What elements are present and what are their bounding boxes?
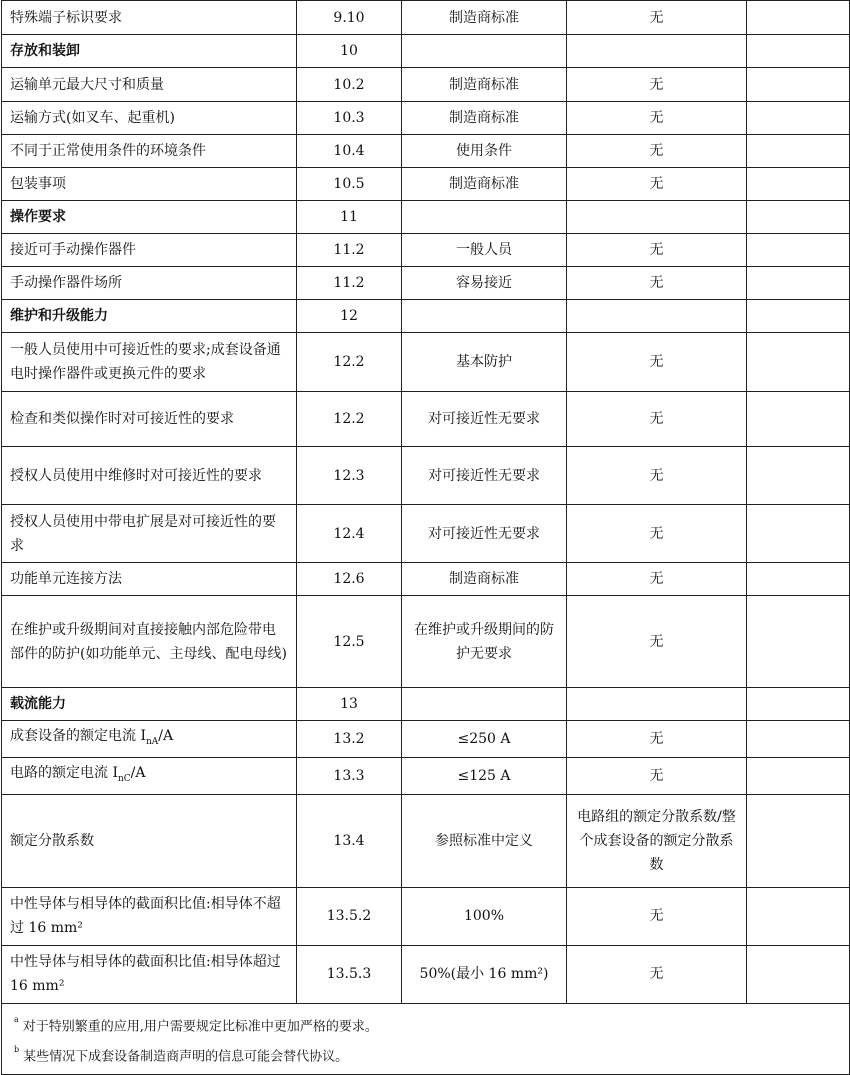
requirement-cell: 接近可手动操作器件 xyxy=(2,234,297,267)
table-body xyxy=(2,1,850,1004)
blank-cell xyxy=(747,563,850,596)
blank-cell xyxy=(747,1,850,35)
requirement-cell: 中性导体与相导体的截面积比值:相导体超过 16 mm² xyxy=(2,945,297,1003)
user-requirement-cell: 无 xyxy=(567,596,747,688)
table-row xyxy=(2,102,850,135)
clause-cell: 13 xyxy=(297,688,402,721)
clause-cell: 13.3 xyxy=(297,757,402,794)
user-requirement-cell xyxy=(567,201,747,234)
blank-cell xyxy=(747,945,850,1003)
requirement-cell: 特殊端子标识要求 xyxy=(2,1,297,35)
default-arrangement-cell: 使用条件 xyxy=(402,135,567,168)
requirement-cell: 不同于正常使用条件的环境条件 xyxy=(2,135,297,168)
default-arrangement-cell: 制造商标准 xyxy=(402,102,567,135)
notes-row xyxy=(2,1003,850,1075)
table-row xyxy=(2,392,850,447)
note-b-mark: b xyxy=(14,1044,20,1054)
blank-cell xyxy=(747,392,850,447)
default-arrangement-cell xyxy=(402,300,567,333)
note-a xyxy=(14,1010,837,1040)
section-row xyxy=(2,35,850,68)
default-arrangement-cell xyxy=(402,688,567,721)
default-arrangement-cell xyxy=(402,35,567,68)
clause-cell: 13.5.3 xyxy=(297,945,402,1003)
requirement-cell: 运输单元最大尺寸和质量 xyxy=(2,68,297,102)
requirement-cell: 功能单元连接方法 xyxy=(2,563,297,596)
clause-cell: 13.5.2 xyxy=(297,887,402,945)
clause-cell: 9.10 xyxy=(297,1,402,35)
requirement-cell: 操作要求 xyxy=(2,201,297,234)
default-arrangement-cell: 对可接近性无要求 xyxy=(402,392,567,447)
user-requirement-cell: 无 xyxy=(567,168,747,201)
blank-cell xyxy=(747,102,850,135)
requirement-cell: 额定分散系数 xyxy=(2,794,297,887)
clause-cell: 12.5 xyxy=(297,596,402,688)
table-row xyxy=(2,68,850,102)
table-row xyxy=(2,945,850,1003)
clause-cell: 13.2 xyxy=(297,721,402,758)
clause-cell: 11.2 xyxy=(297,234,402,267)
note-b xyxy=(14,1040,837,1070)
default-arrangement-cell xyxy=(402,201,567,234)
default-arrangement-cell: ≤250 A xyxy=(402,721,567,758)
requirement-cell: 运输方式(如叉车、起重机) xyxy=(2,102,297,135)
user-requirement-cell: 无 xyxy=(567,1,747,35)
table-row xyxy=(2,757,850,794)
user-requirement-cell: 无 xyxy=(567,333,747,392)
user-requirement-cell: 无 xyxy=(567,234,747,267)
requirement-cell: 包装事项 xyxy=(2,168,297,201)
user-requirement-cell xyxy=(567,688,747,721)
section-row xyxy=(2,300,850,333)
blank-cell xyxy=(747,757,850,794)
blank-cell xyxy=(747,721,850,758)
user-requirement-cell: 无 xyxy=(567,757,747,794)
table-row xyxy=(2,234,850,267)
clause-cell: 11 xyxy=(297,201,402,234)
requirement-cell: 授权人员使用中维修时对可接近性的要求 xyxy=(2,447,297,505)
clause-cell: 11.2 xyxy=(297,267,402,300)
requirement-cell: 维护和升级能力 xyxy=(2,300,297,333)
blank-cell xyxy=(747,794,850,887)
note-a-mark: a xyxy=(14,1014,19,1024)
clause-cell: 10.2 xyxy=(297,68,402,102)
default-arrangement-cell: 制造商标准 xyxy=(402,68,567,102)
blank-cell xyxy=(747,35,850,68)
user-requirement-cell: 无 xyxy=(567,102,747,135)
default-arrangement-cell: ≤125 A xyxy=(402,757,567,794)
default-arrangement-cell: 100% xyxy=(402,887,567,945)
blank-cell xyxy=(747,234,850,267)
requirement-cell: 载流能力 xyxy=(2,688,297,721)
clause-cell: 12.2 xyxy=(297,392,402,447)
section-row xyxy=(2,688,850,721)
blank-cell xyxy=(747,68,850,102)
blank-cell xyxy=(747,447,850,505)
default-arrangement-cell: 制造商标准 xyxy=(402,1,567,35)
default-arrangement-cell: 参照标准中定义 xyxy=(402,794,567,887)
requirement-cell: 中性导体与相导体的截面积比值:相导体不超过 16 mm² xyxy=(2,887,297,945)
default-arrangement-cell: 制造商标准 xyxy=(402,563,567,596)
table-row xyxy=(2,596,850,688)
table-notes xyxy=(2,1003,850,1075)
blank-cell xyxy=(747,168,850,201)
table-row xyxy=(2,168,850,201)
default-arrangement-cell: 对可接近性无要求 xyxy=(402,447,567,505)
requirement-cell: 电路的额定电流 $I_{nC}/A$ xyxy=(2,757,297,794)
blank-cell xyxy=(747,887,850,945)
clause-cell: 10.5 xyxy=(297,168,402,201)
clause-cell: 12.3 xyxy=(297,447,402,505)
user-requirement-cell: 无 xyxy=(567,563,747,596)
user-requirement-cell xyxy=(567,35,747,68)
blank-cell xyxy=(747,135,850,168)
requirement-cell: 手动操作器件场所 xyxy=(2,267,297,300)
table-row xyxy=(2,505,850,563)
user-requirement-cell: 无 xyxy=(567,505,747,563)
user-requirement-cell: 无 xyxy=(567,135,747,168)
requirement-cell: 存放和装卸 xyxy=(2,35,297,68)
default-arrangement-cell: 基本防护 xyxy=(402,333,567,392)
user-requirement-cell xyxy=(567,300,747,333)
section-row xyxy=(2,201,850,234)
user-requirement-cell: 无 xyxy=(567,392,747,447)
table-row xyxy=(2,267,850,300)
default-arrangement-cell: 一般人员 xyxy=(402,234,567,267)
blank-cell xyxy=(747,596,850,688)
table-row xyxy=(2,447,850,505)
default-arrangement-cell: 50%(最小 16 mm²) xyxy=(402,945,567,1003)
requirement-cell: 在维护或升级期间对直接接触内部危险带电部件的防护(如功能单元、主母线、配电母线) xyxy=(2,596,297,688)
blank-cell xyxy=(747,267,850,300)
user-requirement-cell: 无 xyxy=(567,945,747,1003)
user-requirement-cell: 无 xyxy=(567,887,747,945)
table-row xyxy=(2,1,850,35)
default-arrangement-cell: 制造商标准 xyxy=(402,168,567,201)
blank-cell xyxy=(747,300,850,333)
note-b-text: 某些情况下成套设备制造商声明的信息可能会替代协议。 xyxy=(23,1049,349,1065)
clause-cell: 12 xyxy=(297,300,402,333)
default-arrangement-cell: 容易接近 xyxy=(402,267,567,300)
user-requirement-cell: 无 xyxy=(567,267,747,300)
user-requirement-cell: 电路组的额定分散系数/整个成套设备的额定分散系数 xyxy=(567,794,747,887)
table-row xyxy=(2,721,850,758)
requirement-cell: 一般人员使用中可接近性的要求;成套设备通电时操作器件或更换元件的要求 xyxy=(2,333,297,392)
table-row xyxy=(2,887,850,945)
requirements-table xyxy=(1,0,850,1075)
clause-cell: 10.3 xyxy=(297,102,402,135)
clause-cell: 10 xyxy=(297,35,402,68)
user-requirement-cell: 无 xyxy=(567,447,747,505)
default-arrangement-cell: 在维护或升级期间的防护无要求 xyxy=(402,596,567,688)
requirement-cell: 成套设备的额定电流 $I_{nA}/A$ xyxy=(2,721,297,758)
user-requirement-cell: 无 xyxy=(567,721,747,758)
blank-cell xyxy=(747,333,850,392)
table-row xyxy=(2,333,850,392)
clause-cell: 12.4 xyxy=(297,505,402,563)
table-row xyxy=(2,794,850,887)
blank-cell xyxy=(747,201,850,234)
user-requirement-cell: 无 xyxy=(567,68,747,102)
note-a-text: 对于特别繁重的应用,用户需要规定比标准中更加严格的要求。 xyxy=(22,1018,378,1034)
clause-cell: 12.2 xyxy=(297,333,402,392)
table-row xyxy=(2,135,850,168)
blank-cell xyxy=(747,505,850,563)
requirement-cell: 检查和类似操作时对可接近性的要求 xyxy=(2,392,297,447)
requirement-cell: 授权人员使用中带电扩展是对可接近性的要求 xyxy=(2,505,297,563)
clause-cell: 12.6 xyxy=(297,563,402,596)
table-row xyxy=(2,563,850,596)
clause-cell: 10.4 xyxy=(297,135,402,168)
blank-cell xyxy=(747,688,850,721)
clause-cell: 13.4 xyxy=(297,794,402,887)
default-arrangement-cell: 对可接近性无要求 xyxy=(402,505,567,563)
